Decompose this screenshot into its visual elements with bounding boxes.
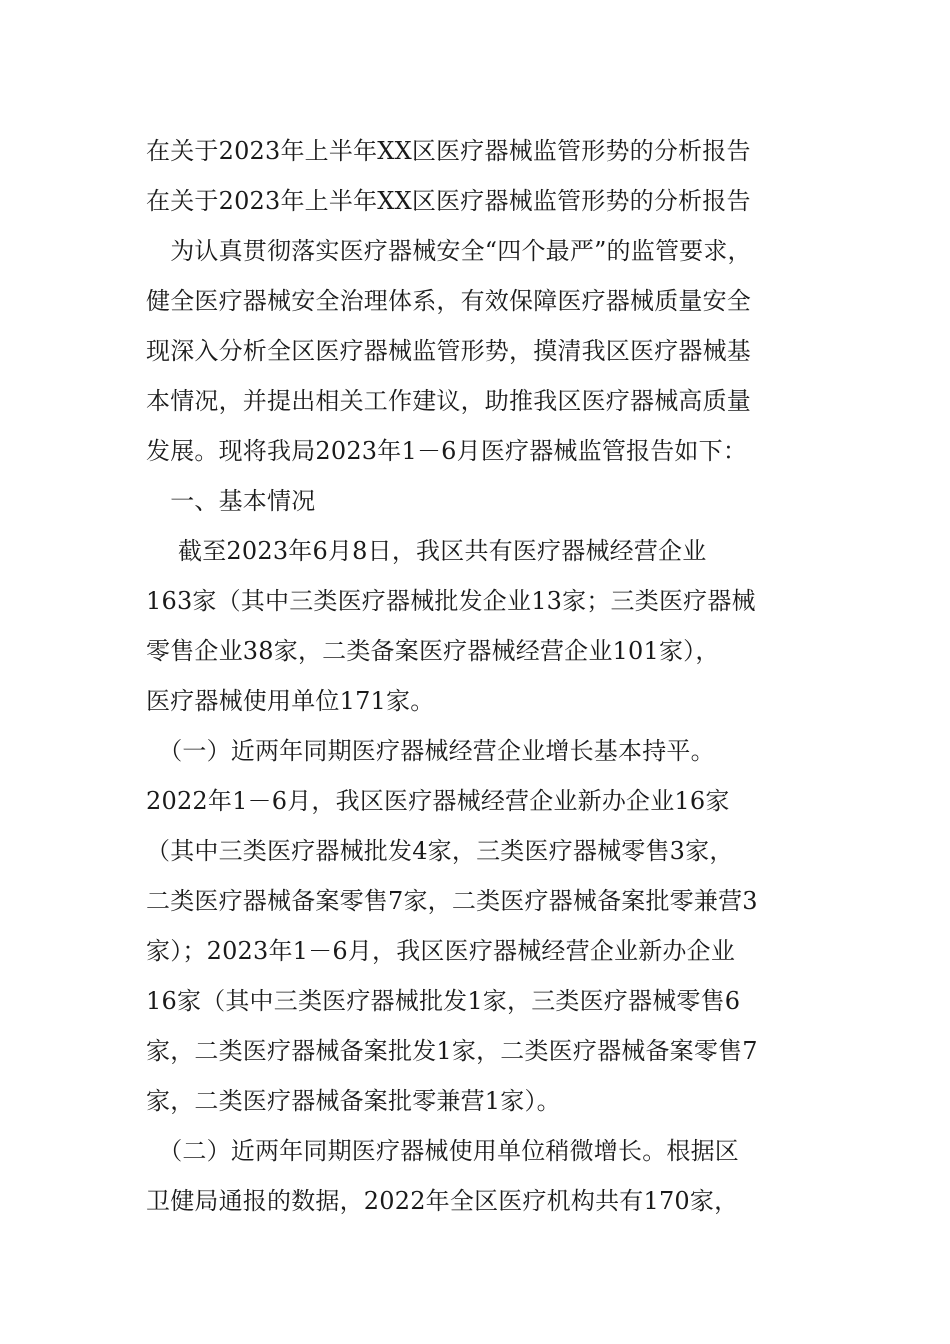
title-line: 在关于2023年上半年XX区医疗器械监管形势的分析报告: [146, 137, 751, 165]
paragraph-line: 家，二类医疗器械备案批发1家，二类医疗器械备案零售7: [146, 1037, 758, 1065]
paragraph-line: 卫健局通报的数据，2022年全区医疗机构共有170家，: [146, 1187, 739, 1215]
paragraph-line: 截至2023年6月8日，我区共有医疗器械经营企业: [146, 537, 707, 565]
paragraph-line: （其中三类医疗器械批发4家，三类医疗器械零售3家，: [146, 837, 734, 865]
title-line-repeat: 在关于2023年上半年XX区医疗器械监管形势的分析报告: [146, 187, 751, 215]
paragraph-line: 现深入分析全区医疗器械监管形势，摸清我区医疗器械基: [146, 337, 751, 365]
paragraph-line: 健全医疗器械安全治理体系，有效保障医疗器械质量安全: [146, 287, 751, 315]
paragraph-line: 医疗器械使用单位171家。: [146, 687, 435, 715]
paragraph-line: 2022年1－6月，我区医疗器械经营企业新办企业16家: [146, 787, 730, 815]
paragraph-line: 零售企业38家，二类备案医疗器械经营企业101家），: [146, 637, 720, 665]
paragraph-line: 发展。现将我局2023年1－6月医疗器械监管报告如下：: [146, 437, 748, 465]
paragraph-line: 家）；2023年1－6月，我区医疗器械经营企业新办企业: [146, 937, 736, 965]
subsection-line: （二）近两年同期医疗器械使用单位稍微增长。根据区: [146, 1137, 739, 1165]
paragraph-line: 家，二类医疗器械备案批零兼营1家）。: [146, 1087, 561, 1115]
paragraph-line: 二类医疗器械备案零售7家，二类医疗器械备案批零兼营3: [146, 887, 758, 915]
paragraph-line: 163家（其中三类医疗器械批发企业13家；三类医疗器械: [146, 587, 756, 615]
subsection-line: （一）近两年同期医疗器械经营企业增长基本持平。: [146, 737, 715, 765]
paragraph-line: 本情况，并提出相关工作建议，助推我区医疗器械高质量: [146, 387, 751, 415]
section-heading: 一、基本情况: [146, 487, 316, 515]
paragraph-line: 为认真贯彻落实医疗器械安全“四个最严”的监管要求，: [146, 237, 752, 265]
paragraph-line: 16家（其中三类医疗器械批发1家，三类医疗器械零售6: [146, 987, 741, 1015]
